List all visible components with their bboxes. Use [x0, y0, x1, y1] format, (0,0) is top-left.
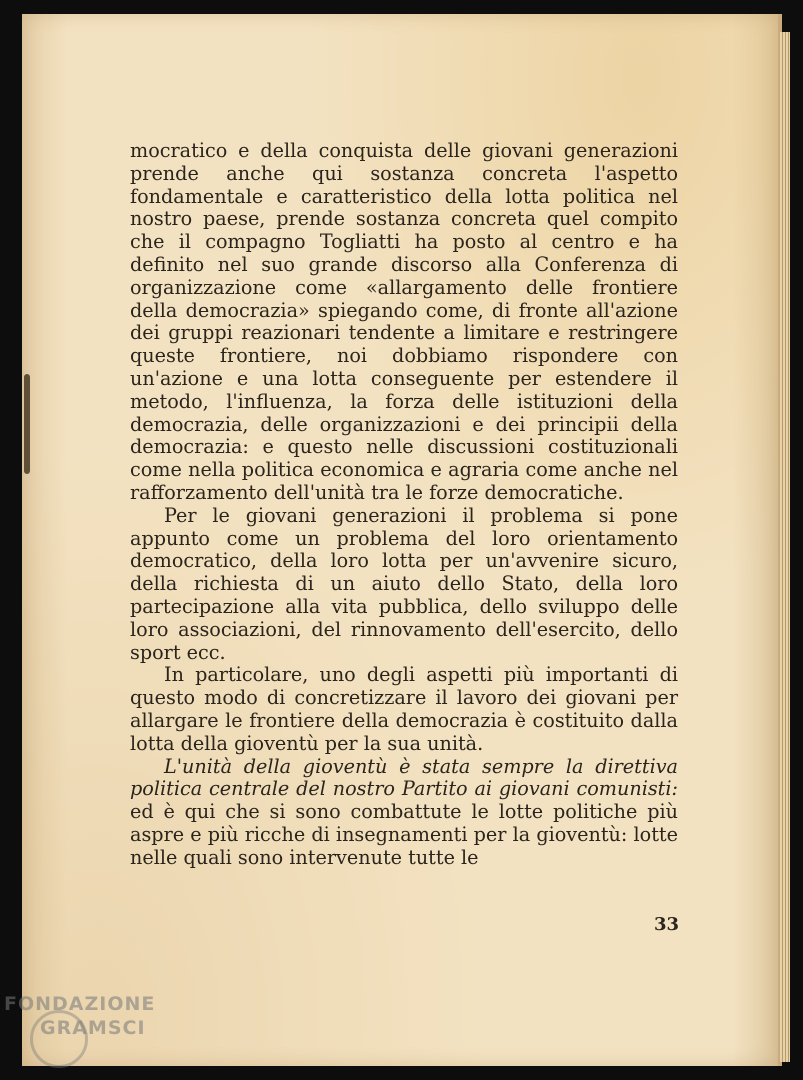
paragraph-4	[130, 756, 678, 870]
page-edge	[780, 32, 790, 1062]
paragraph-4-italic: L'unità della gioventù è stata sempre la direttiva politica centrale del nostro Partito ai giovani comunisti:	[130, 754, 678, 801]
watermark-line-2: GRAMSCI	[40, 1017, 146, 1039]
paragraph-4-text: ed è qui che si sono combattute le lotte politiche più aspre e più ricche di insegnamenti per la gioventù: lotte nelle quali sono intervenute tutte le	[130, 800, 678, 869]
paragraph-3: In particolare, uno degli aspetti più importanti di questo modo di concretizzare il lavoro dei giovani per allargare le frontiere della democrazia è costituito dalla lotta della gioventù per la sua unità.	[130, 663, 678, 755]
book-page	[22, 14, 782, 1066]
paragraph-1: mocratico e della conquista delle giovani generazioni prende anche qui sostanza concreta l'aspetto fondamentale e caratteristico della lotta politica nel nostro paese, prende sostanza concreta quel compito che il compagno Togliatti ha posto al centro e ha definito nel suo grande discorso alla Conferenza di organizzazione come «allargamento delle frontiere della democrazia» spiegando come, di fronte all'azione dei gruppi reazionari tendente a limitare e restringere queste frontiere, noi dobbiamo rispondere con un'azione e una lotta conseguente per estendere il metodo, l'influenza, la forza delle istituzioni della democrazia, delle organizzazioni e dei principii della democrazia: e questo nelle discussioni costituzionali come nella politica economica e agraria come anche nel rafforzamento dell'unità tra le forze democratiche.	[130, 139, 678, 504]
watermark	[4, 992, 204, 1040]
binding-mark	[24, 374, 30, 474]
body-text	[130, 140, 678, 870]
page-number: 33	[654, 914, 680, 935]
watermark-line-1: FONDAZIONE	[4, 993, 156, 1015]
paragraph-2: Per le giovani generazioni il problema si pone appunto come un problema del loro orientamento democratico, della loro lotta per un'avvenire sicuro, della richiesta di un aiuto dello Stato, della loro partecipazione alla vita pubblica, dello sviluppo delle loro associazioni, del rinnovamento dell'esercito, dello sport ecc.	[130, 503, 678, 664]
